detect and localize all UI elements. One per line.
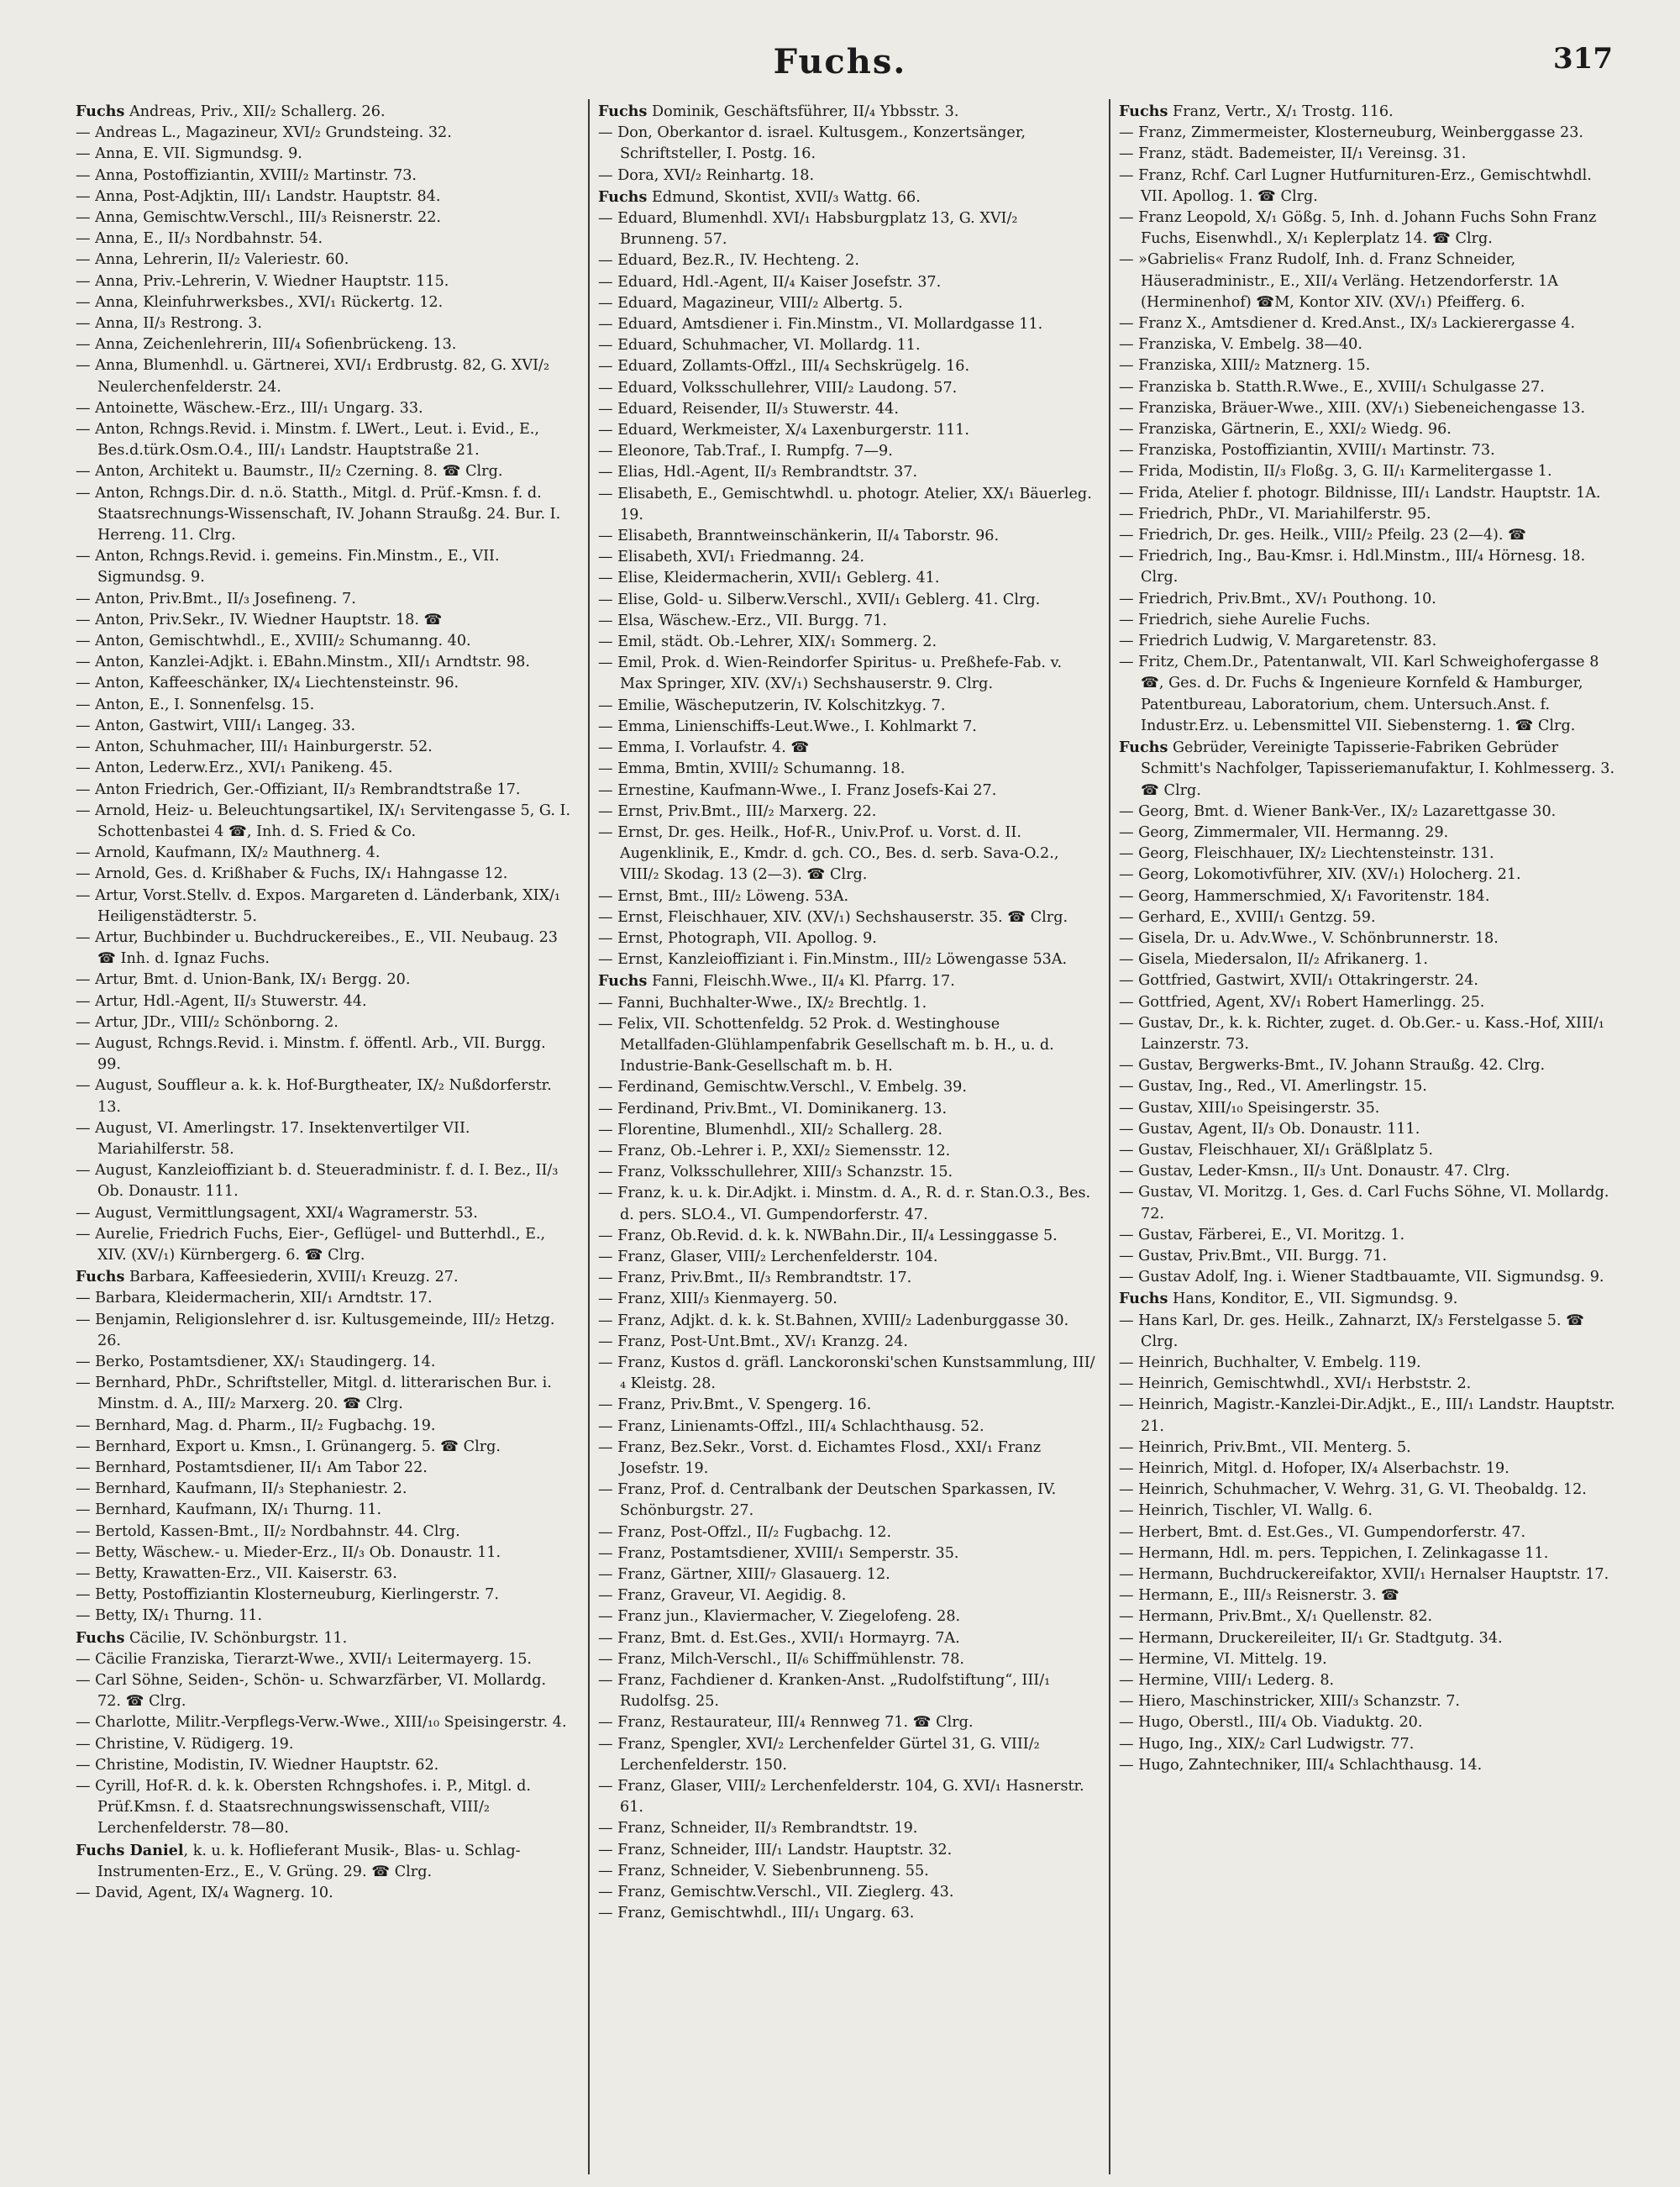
directory-entry: — Hermann, Buchdruckereifaktor, XVII/₁ Hernalser Hauptstr. 17. xyxy=(1119,1566,1609,1584)
directory-entry: — Franz, Spengler, XVI/₂ Lerchenfelder Gürtel 31, G. VIII/₂ Lerchenfelderstr. 150. xyxy=(598,1735,1040,1774)
directory-entry: — Gisela, Dr. u. Adv.Wwe., V. Schönbrunnerstr. 18. xyxy=(1119,929,1499,947)
directory-entry: — Gustav, Dr., k. k. Richter, zuget. d. Ob.Ger.- u. Kass.-Hof, XIII/₁ Lainzerstr. 73. xyxy=(1119,1014,1604,1053)
directory-entry: — August, Souffleur a. k. k. Hof-Burgtheater, IX/₂ Nußdorferstr. 13. xyxy=(76,1077,552,1116)
directory-entry: — Anton, Architekt u. Baumstr., II/₂ Czerning. 8. ☎ Clrg. xyxy=(76,463,503,481)
directory-entry: — Franziska, Postoffiziantin, XVIII/₁ Martinstr. 73. xyxy=(1119,442,1495,460)
directory-entry: — Anna, Gemischtw.Verschl., III/₃ Reisnerstr. 22. xyxy=(76,209,442,227)
directory-entry: — Don, Oberkantor d. israel. Kultusgem., Konzertsänger, Schriftsteller, I. Postg. 16. xyxy=(598,124,1026,163)
directory-entry: — Friedrich, Priv.Bmt., XV/₁ Pouthong. 10. xyxy=(1119,590,1436,607)
directory-entry: — Christine, Modistin, IV. Wiedner Hauptstr. 62. xyxy=(76,1756,439,1774)
directory-entry: — Bertold, Kassen-Bmt., II/₂ Nordbahnstr. 44. Clrg. xyxy=(76,1522,460,1540)
directory-entry: — Gottfried, Agent, XV/₁ Robert Hamerlingg. 25. xyxy=(1119,993,1485,1011)
directory-entry: — August, VI. Amerlingstr. 17. Insektenvertilger VII. Mariahilferstr. 58. xyxy=(76,1119,470,1158)
directory-entry: — Eduard, Zollamts-Offzl., III/₄ Sechskrügelg. 16. xyxy=(598,358,970,376)
directory-entry: — August, Kanzleioffiziant b. d. Steueradministr. f. d. I. Bez., II/₃ Ob. Donaustr. 111. xyxy=(76,1162,559,1201)
directory-entry: — Heinrich, Tischler, VI. Wallg. 6. xyxy=(1119,1502,1373,1520)
directory-entry: — Georg, Lokomotivführer, XIV. (XV/₁) Holocherg. 21. xyxy=(1119,866,1521,884)
directory-entry: — Anton, Rchngs.Dir. d. n.ö. Statth., Mitgl. d. Prüf.-Kmsn. f. d. Staatsrechnungs-Wissenschaft, IV. Johann Straußg. 24. Bur. I. Herreng. 11. Clrg. xyxy=(76,484,561,544)
directory-entry: — Franz, Milch-Verschl., II/₆ Schiffmühlenstr. 78. xyxy=(598,1650,965,1668)
directory-entry: — Franziska, Bräuer-Wwe., XIII. (XV/₁) Siebeneichengasse 13. xyxy=(1119,399,1586,417)
directory-entry: Fuchs Andreas, Priv., XII/₂ Schallerg. 26. xyxy=(76,103,386,120)
directory-entry: — Georg, Bmt. d. Wiener Bank-Ver., IX/₂ Lazarettgasse 30. xyxy=(1119,802,1557,820)
directory-entry: — Bernhard, Postamtsdiener, II/₁ Am Tabor 22. xyxy=(76,1459,428,1476)
directory-entry: — Gerhard, E., XVIII/₁ Gentzg. 59. xyxy=(1119,908,1376,926)
directory-entry: — Georg, Fleischhauer, IX/₂ Liechtensteinstr. 131. xyxy=(1119,845,1494,863)
directory-entry: — Frida, Atelier f. photogr. Bildnisse, III/₁ Landstr. Hauptstr. 1A. xyxy=(1119,484,1601,502)
directory-entry: — Eduard, Amtsdiener i. Fin.Minstm., VI. Mollardgasse 11. xyxy=(598,316,1043,334)
directory-entry: — Franz, Prof. d. Centralbank der Deutschen Sparkassen, IV. Schönburgstr. 27. xyxy=(598,1481,1057,1520)
directory-entry: — Eduard, Bez.R., IV. Hechteng. 2. xyxy=(598,252,859,270)
directory-entry: — Friedrich, Ing., Bau-Kmsr. i. Hdl.Minstm., III/₄ Hörnesg. 18. Clrg. xyxy=(1119,548,1586,586)
directory-entry: — Heinrich, Buchhalter, V. Embelg. 119. xyxy=(1119,1354,1421,1371)
directory-entry: — Anna, Zeichenlehrerin, III/₄ Sofienbrückeng. 13. xyxy=(76,336,457,354)
directory-entry: — Herbert, Bmt. d. Est.Ges., VI. Gumpendorferstr. 47. xyxy=(1119,1523,1526,1541)
directory-entry: — Franz, Schneider, III/₁ Landstr. Hauptstr. 32. xyxy=(598,1841,953,1858)
directory-entry: — Anna, E. VII. Sigmundsg. 9. xyxy=(76,145,302,163)
directory-entry: — Frida, Modistin, II/₃ Floßg. 3, G. II/₁ Karmelitergasse 1. xyxy=(1119,463,1552,481)
directory-entry: — Franz, k. u. k. Dir.Adjkt. i. Minstm. d. A., R. d. r. Stan.O.3., Bes. d. pers. SLO.4., VI. Gumpendorferstr. 47. xyxy=(598,1185,1091,1223)
directory-entry: — August, Vermittlungsagent, XXI/₄ Wagramerstr. 53. xyxy=(76,1204,478,1222)
directory-entry: — Anna, Blumenhdl. u. Gärtnerei, XVI/₁ Erdbrustg. 82, G. XVI/₂ Neulerchenfelderstr. 24. xyxy=(76,357,550,396)
directory-entry: — Dora, XVI/₂ Reinhartg. 18. xyxy=(598,166,815,184)
directory-entry: — Antoinette, Wäschew.-Erz., III/₁ Ungarg. 33. xyxy=(76,399,423,417)
directory-entry: — Anna, E., II/₃ Nordbahnstr. 54. xyxy=(76,230,323,248)
directory-entry: — Bernhard, Kaufmann, IX/₁ Thurng. 11. xyxy=(76,1501,382,1519)
directory-entry: — Anna, Post-Adjktin, III/₁ Landstr. Hauptstr. 84. xyxy=(76,187,441,205)
directory-entry: — Franz, Bmt. d. Est.Ges., XVII/₁ Hormayrg. 7A. xyxy=(598,1629,960,1647)
directory-column-1 xyxy=(76,101,573,2168)
directory-entry: — Anna, Priv.-Lehrerin, V. Wiedner Hauptstr. 115. xyxy=(76,272,449,290)
directory-entry: — Ernst, Fleischhauer, XIV. (XV/₁) Sechshauserstr. 35. ☎ Clrg. xyxy=(598,908,1068,926)
directory-entry: — Franz, Glaser, VIII/₂ Lerchenfelderstr. 104. xyxy=(598,1248,938,1265)
directory-entry: — Bernhard, PhDr., Schriftsteller, Mitgl. d. litterarischen Bur. i. Minstm. d. A., III/₂ Marxerg. 20. ☎ Clrg. xyxy=(76,1375,552,1413)
directory-entry: — Elias, Hdl.-Agent, II/₃ Rembrandtstr. 37. xyxy=(598,464,918,481)
directory-entry: — Bernhard, Export u. Kmsn., I. Grünangerg. 5. ☎ Clrg. xyxy=(76,1438,501,1455)
directory-entry: — Hiero, Maschinstricker, XIII/₃ Schanzstr. 7. xyxy=(1119,1693,1460,1711)
directory-entry: — Friedrich, PhDr., VI. Mariahilferstr. 95. xyxy=(1119,505,1431,523)
directory-entry: — Anton, E., I. Sonnenfelsg. 15. xyxy=(76,696,315,713)
directory-entry: — Florentine, Blumenhdl., XII/₂ Schallerg. 28. xyxy=(598,1121,942,1138)
directory-entry: — Elisabeth, Branntweinschänkerin, II/₄ Taborstr. 96. xyxy=(598,528,1000,545)
directory-entry: — Barbara, Kleidermacherin, XII/₁ Arndtstr. 17. xyxy=(76,1290,433,1307)
directory-entry: — Ernst, Kanzleioffiziant i. Fin.Minstm., III/₂ Löwengasse 53A. xyxy=(598,951,1068,969)
directory-entry: — Franz, Schneider, II/₃ Rembrandtstr. 19. xyxy=(598,1820,918,1837)
directory-entry: Fuchs Edmund, Skontist, XVII/₃ Wattg. 66. xyxy=(598,187,921,206)
directory-entry: — Heinrich, Schuhmacher, V. Wehrg. 31, G. VI. Theobaldg. 12. xyxy=(1119,1481,1587,1499)
directory-entry: — Gustav, Bergwerks-Bmt., IV. Johann Straußg. 42. Clrg. xyxy=(1119,1057,1546,1075)
directory-entry: — Hugo, Ing., XIX/₂ Carl Ludwigstr. 77. xyxy=(1119,1735,1415,1753)
directory-entry: — Franz, Adjkt. d. k. k. St.Bahnen, XVIII/₂ Ladenburggasse 30. xyxy=(598,1312,1069,1329)
directory-entry: — David, Agent, IX/₄ Wagnerg. 10. xyxy=(76,1885,333,1902)
directory-entry: — Betty, IX/₁ Thurng. 11. xyxy=(76,1607,263,1625)
directory-entry: — Gustav, Ing., Red., VI. Amerlingstr. 15. xyxy=(1119,1078,1427,1096)
directory-entry: — Gustav, Priv.Bmt., VII. Burgg. 71. xyxy=(1119,1247,1388,1264)
directory-entry: — Heinrich, Gemischtwhdl., XVI/₁ Herbststr. 2. xyxy=(1119,1375,1472,1393)
directory-entry: — Franz, Post-Unt.Bmt., XV/₁ Kranzg. 24. xyxy=(598,1333,908,1350)
directory-entry: — Anton, Gastwirt, VIII/₁ Langeg. 33. xyxy=(76,717,356,734)
directory-entry: Fuchs Barbara, Kaffeesiederin, XVIII/₁ Kreuzg. 27. xyxy=(76,1268,459,1286)
directory-entry: — Franz, Post-Offzl., II/₂ Fugbachg. 12. xyxy=(598,1523,892,1541)
directory-entry: — Emil, städt. Ob.-Lehrer, XIX/₁ Sommerg. 2. xyxy=(598,633,937,651)
directory-entry: — Gustav, VI. Moritzg. 1, Ges. d. Carl Fuchs Söhne, VI. Mollardg. 72. xyxy=(1119,1184,1609,1222)
directory-entry: — Franz, Glaser, VIII/₂ Lerchenfelderstr. 104, G. XVI/₁ Hasnerstr. 61. xyxy=(598,1778,1084,1816)
directory-entry: — Anton, Priv.Bmt., II/₃ Josefineng. 7. xyxy=(76,590,356,607)
directory-entry: — August, Rchngs.Revid. i. Minstm. f. öffentl. Arb., VII. Burgg. 99. xyxy=(76,1034,546,1074)
directory-entry: — Hans Karl, Dr. ges. Heilk., Zahnarzt, IX/₃ Ferstelgasse 5. ☎ Clrg. xyxy=(1119,1312,1585,1350)
directory-entry: Fuchs Dominik, Geschäftsführer, II/₄ Ybbsstr. 3. xyxy=(598,103,959,120)
directory-entry: — Ernst, Priv.Bmt., III/₂ Marxerg. 22. xyxy=(598,802,877,820)
directory-entry: — Georg, Zimmermaler, VII. Hermanng. 29. xyxy=(1119,823,1449,841)
directory-entry: — Eduard, Magazineur, VIII/₂ Albertg. 5. xyxy=(598,294,903,312)
directory-entry: — Franziska, XIII/₂ Matznerg. 15. xyxy=(1119,357,1371,375)
directory-entry: — Franz, Ob.Revid. d. k. k. NWBahn.Dir., II/₄ Lessinggasse 5. xyxy=(598,1227,1058,1244)
directory-entry: — Anton, Priv.Sekr., IV. Wiedner Hauptstr. 18. ☎ xyxy=(76,611,443,628)
directory-entry: — Emil, Prok. d. Wien-Reindorfer Spiritus- u. Preßhefe-Fab. v. Max Springer, XIV. (XV/₁) Sechshauserstr. 9. Clrg. xyxy=(598,655,1063,693)
directory-entry: — Franz, Volksschullehrer, XIII/₃ Schanzstr. 15. xyxy=(598,1164,953,1181)
directory-entry: — Franz, Fachdiener d. Kranken-Anst. „Rudolfstiftung“, III/₁ Rudolfsg. 25. xyxy=(598,1672,1051,1711)
directory-entry: — Anton, Schuhmacher, III/₁ Hainburgerstr. 52. xyxy=(76,739,433,756)
directory-entry: — Eduard, Volksschullehrer, VIII/₂ Laudong. 57. xyxy=(598,379,958,397)
directory-entry: — Heinrich, Mitgl. d. Hofoper, IX/₄ Alserbachstr. 19. xyxy=(1119,1460,1509,1477)
directory-entry: — Felix, VII. Schottenfeldg. 52 Prok. d. Westinghouse Metallfaden-Glühlampenfabrik Gesellschaft m. b. H., u. d. Industrie-Bank-Gesellschaft m. b. H. xyxy=(598,1015,1054,1075)
column-divider xyxy=(588,99,590,2174)
directory-entry: — Hugo, Oberstl., III/₄ Ob. Viaduktg. 20. xyxy=(1119,1714,1423,1732)
directory-entry: — Franz, Gemischtwhdl., III/₁ Ungarg. 63. xyxy=(598,1905,915,1922)
directory-entry: — Andreas L., Magazineur, XVI/₂ Grundsteing. 32. xyxy=(76,124,452,142)
directory-entry: — Hermine, VIII/₁ Lederg. 8. xyxy=(1119,1672,1335,1690)
directory-entry: — Franz, Ob.-Lehrer i. P., XXI/₂ Siemensstr. 12. xyxy=(598,1142,951,1159)
directory-entry: — »Gabrielis« Franz Rudolf, Inh. d. Franz Schneider, Häuseradministr., E., XII/₄ Verläng. Hetzendorferstr. 1A (Herminenhof) ☎M, Kontor XIV. (XV/₁) Pfeifferg. 6. xyxy=(1119,251,1558,311)
directory-entry: — Eduard, Werkmeister, X/₄ Laxenburgerstr. 111. xyxy=(598,422,969,439)
directory-entry: — Franziska, V. Embelg. 38—40. xyxy=(1119,336,1362,354)
directory-entry: — Eduard, Reisender, II/₃ Stuwerstr. 44. xyxy=(598,400,899,418)
directory-entry: — Anna, Lehrerin, II/₂ Valeriestr. 60. xyxy=(76,251,349,269)
directory-entry: — Heinrich, Magistr.-Kanzlei-Dir.Adjkt., E., III/₁ Landstr. Hauptstr. 21. xyxy=(1119,1396,1615,1435)
directory-entry: — Friedrich, siehe Aurelie Fuchs. xyxy=(1119,611,1371,628)
directory-entry: Fuchs Franz, Vertr., X/₁ Trostg. 116. xyxy=(1119,103,1394,120)
directory-column-3 xyxy=(1119,101,1616,2168)
directory-entry: — Gustav, XIII/₁₀ Speisingerstr. 35. xyxy=(1119,1099,1380,1117)
directory-entry: — Fritz, Chem.Dr., Patentanwalt, VII. Karl Schweighofergasse 8 ☎, Ges. d. Dr. Fuchs & Ingenieure Kornfeld & Hamburger, Patentbureau, Laboratorium, chem. Untersuch.Anst. f. Industr.Erz. u. Lebensmittel VII. Siebensterng. 1. ☎ Clrg. xyxy=(1119,654,1599,734)
directory-entry: — Friedrich Ludwig, V. Margaretenstr. 83. xyxy=(1119,633,1437,650)
directory-entry: — Eduard, Hdl.-Agent, II/₄ Kaiser Josefstr. 37. xyxy=(598,273,942,291)
directory-entry: — Artur, Buchbinder u. Buchdruckereibes., E., VII. Neubaug. 23 ☎ Inh. d. Ignaz Fuchs. xyxy=(76,928,558,968)
directory-entry: — Franziska, Gärtnerin, E., XXI/₂ Wiedg. 96. xyxy=(1119,421,1452,439)
directory-entry: — Franz, Linienamts-Offzl., III/₄ Schlachthausg. 52. xyxy=(598,1417,984,1435)
directory-entry: — Fanni, Buchhalter-Wwe., IX/₂ Brechtlg. 1. xyxy=(598,994,927,1012)
directory-column-2 xyxy=(598,101,1095,2168)
directory-entry: — Gustav, Agent, II/₃ Ob. Donaustr. 111. xyxy=(1119,1120,1420,1138)
directory-entry: — Ferdinand, Priv.Bmt., VI. Dominikanerg. 13. xyxy=(598,1100,948,1117)
directory-entry: — Artur, JDr., VIII/₂ Schönborng. 2. xyxy=(76,1013,339,1031)
directory-entry: — Hermann, Hdl. m. pers. Teppichen, I. Zelinkagasse 11. xyxy=(1119,1544,1549,1562)
directory-entry: — Bernhard, Kaufmann, II/₃ Stephaniestr. 2. xyxy=(76,1480,407,1498)
directory-entry: — Cyrill, Hof-R. d. k. k. Obersten Rchngshofes. i. P., Mitgl. d. Prüf.Kmsn. f. d. Staatsrechnungswissenschaft, VIII/₂ Lerchenfelderstr. 78—80. xyxy=(76,1778,531,1837)
directory-entry: — Anton Friedrich, Ger.-Offiziant, II/₃ Rembrandtstraße 17. xyxy=(76,781,521,798)
directory-entry: — Anton, Kanzlei-Adjkt. i. EBahn.Minstm., XII/₁ Arndtstr. 98. xyxy=(76,654,530,671)
directory-entry: — Anton, Gemischtwhdl., E., XVIII/₂ Schumanng. 40. xyxy=(76,633,471,650)
directory-entry: — Eleonore, Tab.Traf., I. Rumpfg. 7—9. xyxy=(598,443,893,460)
directory-entry: — Franz Leopold, X/₁ Gößg. 5, Inh. d. Johann Fuchs Sohn Franz Fuchs, Eisenwhdl., X/₁ Keplerplatz 14. ☎ Clrg. xyxy=(1119,209,1597,248)
directory-entry: — Bernhard, Mag. d. Pharm., II/₂ Fugbachg. 19. xyxy=(76,1417,436,1434)
directory-entry: — Charlotte, Militr.-Verpflegs-Verw.-Wwe., XIII/₁₀ Speisingerstr. 4. xyxy=(76,1714,567,1732)
directory-entry: — Eduard, Schuhmacher, VI. Mollardg. 11. xyxy=(598,337,921,355)
directory-entry: — Elsa, Wäschew.-Erz., VII. Burgg. 71. xyxy=(598,612,887,629)
directory-entry: — Hermann, Priv.Bmt., X/₁ Quellenstr. 82. xyxy=(1119,1608,1433,1626)
directory-entry: — Franz, Schneider, V. Siebenbrunneng. 55. xyxy=(598,1862,929,1879)
directory-entry: — Franz, Zimmermeister, Klosterneuburg, Weinberggasse 23. xyxy=(1119,124,1583,142)
directory-entry: — Elisabeth, XVI/₁ Friedmanng. 24. xyxy=(598,549,864,566)
directory-entry: — Artur, Bmt. d. Union-Bank, IX/₁ Bergg. 20. xyxy=(76,971,411,989)
directory-entry: — Gisela, Miedersalon, II/₂ Afrikanerg. 1. xyxy=(1119,951,1428,969)
directory-entry: — Franziska b. Statth.R.Wwe., E., XVIII/₁ Schulgasse 27. xyxy=(1119,378,1545,396)
directory-entry: — Anna, II/₃ Restrong. 3. xyxy=(76,315,263,333)
directory-entry: — Hugo, Zahntechniker, III/₄ Schlachthausg. 14. xyxy=(1119,1756,1483,1774)
directory-entry: — Franz, Gemischtw.Verschl., VII. Zieglerg. 43. xyxy=(598,1884,954,1901)
directory-entry: — Anna, Kleinfuhrwerksbes., XVI/₁ Rückertg. 12. xyxy=(76,293,444,311)
directory-entry: — Christine, V. Rüdigerg. 19. xyxy=(76,1735,294,1753)
directory-entry: — Gustav, Leder-Kmsn., II/₃ Unt. Donaustr. 47. Clrg. xyxy=(1119,1163,1510,1180)
directory-entry: — Ernst, Bmt., III/₂ Löweng. 53A. xyxy=(598,887,849,905)
directory-entry: — Gustav, Fleischhauer, XI/₁ Gräßlplatz 5. xyxy=(1119,1141,1433,1159)
directory-entry: — Friedrich, Dr. ges. Heilk., VIII/₂ Pfeilg. 23 (2—4). ☎ xyxy=(1119,527,1526,544)
directory-entry: — Franz, Priv.Bmt., V. Spengerg. 16. xyxy=(598,1396,872,1414)
directory-entry: — Eduard, Blumenhdl. XVI/₁ Habsburgplatz 13, G. XVI/₂ Brunneng. 57. xyxy=(598,210,1018,249)
directory-entry: — Franz jun., Klaviermacher, V. Ziegelofeng. 28. xyxy=(598,1608,961,1626)
directory-entry: — Franz, Priv.Bmt., II/₃ Rembrandtstr. 17. xyxy=(598,1270,912,1287)
directory-entry: — Anna, Postoffiziantin, XVIII/₂ Martinstr. 73. xyxy=(76,166,417,184)
directory-entry: Fuchs Fanni, Fleischh.Wwe., II/₄ Kl. Pfarrg. 17. xyxy=(598,972,955,991)
directory-entry: — Franz, Gärtner, XIII/₇ Glasauerg. 12. xyxy=(598,1566,890,1584)
directory-entry: — Carl Söhne, Seiden-, Schön- u. Schwarzfärber, VI. Mollardg. 72. ☎ Clrg. xyxy=(76,1672,547,1711)
directory-entry: — Hermine, VI. Mittelg. 19. xyxy=(1119,1650,1327,1668)
directory-entry: — Franz, XIII/₃ Kienmayerg. 50. xyxy=(598,1291,837,1308)
directory-entry: — Arnold, Ges. d. Krißhaber & Fuchs, IX/₁ Hahngasse 12. xyxy=(76,865,508,883)
directory-entry: — Ernst, Photograph, VII. Apollog. 9. xyxy=(598,929,877,947)
page-number: 317 xyxy=(1553,42,1613,76)
directory-entry: — Franz, Postamtsdiener, XVIII/₁ Semperstr. 35. xyxy=(598,1544,959,1562)
directory-entry: — Anton, Rchngs.Revid. i. gemeins. Fin.Minstm., E., VII. Sigmundsg. 9. xyxy=(76,548,500,586)
directory-entry: — Gustav Adolf, Ing. i. Wiener Stadtbauamte, VII. Sigmundsg. 9. xyxy=(1119,1269,1604,1286)
directory-entry: — Franz, Bez.Sekr., Vorst. d. Eichamtes Flosd., XXI/₁ Franz Josefstr. 19. xyxy=(598,1438,1042,1477)
directory-entry: — Emilie, Wäscheputzerin, IV. Kolschitzkyg. 7. xyxy=(598,697,946,714)
directory-entry: — Artur, Hdl.-Agent, II/₃ Stuwerstr. 44. xyxy=(76,992,367,1010)
directory-entry: — Ernestine, Kaufmann-Wwe., I. Franz Josefs-Kai 27. xyxy=(598,781,997,799)
directory-entry: — Anton, Lederw.Erz., XVI/₁ Panikeng. 45. xyxy=(76,760,393,777)
directory-entry: — Anton, Rchngs.Revid. i. Minstm. f. LWert., Leut. i. Evid., E., Bes.d.türk.Osm.O.4., III/₁ Landstr. Hauptstraße 21. xyxy=(76,421,539,460)
directory-entry: — Franz, Rchf. Carl Lugner Hutfurnituren-Erz., Gemischtwhdl. VII. Apollog. 1. ☎ Clrg. xyxy=(1119,166,1592,205)
directory-entry: — Elisabeth, E., Gemischtwhdl. u. photogr. Atelier, XX/₁ Bäuerleg. 19. xyxy=(598,485,1092,523)
directory-entry: — Franz, Restaurateur, III/₄ Rennweg 71. ☎ Clrg. xyxy=(598,1714,974,1732)
directory-entry: — Artur, Vorst.Stellv. d. Expos. Margareten d. Länderbank, XIX/₁ Heiligenstädterstr. 5. xyxy=(76,886,561,925)
page-header-title: Fuchs. xyxy=(773,42,907,81)
directory-entry: — Aurelie, Friedrich Fuchs, Eier-, Geflügel- und Butterhdl., E., XIV. (XV/₁) Kürnbergerg. 6. ☎ Clrg. xyxy=(76,1225,546,1264)
directory-entry: — Arnold, Heiz- u. Beleuchtungsartikel, IX/₁ Servitengasse 5, G. I. Schottenbastei 4 ☎, Inh. d. S. Fried & Co. xyxy=(76,802,571,840)
directory-entry: Fuchs Cäcilie, IV. Schönburgstr. 11. xyxy=(76,1628,348,1647)
directory-entry: — Cäcilie Franziska, Tierarzt-Wwe., XVII/₁ Leitermayerg. 15. xyxy=(76,1650,532,1668)
directory-entry: — Gustav, Färberei, E., VI. Moritzg. 1. xyxy=(1119,1226,1405,1243)
directory-entry: — Franz, städt. Bademeister, II/₁ Vereinsg. 31. xyxy=(1119,145,1467,163)
directory-entry: — Georg, Hammerschmied, X/₁ Favoritenstr. 184. xyxy=(1119,887,1490,905)
directory-entry: — Benjamin, Religionslehrer d. isr. Kultusgemeinde, III/₂ Hetzg. 26. xyxy=(76,1311,555,1349)
directory-entry: — Elise, Kleidermacherin, XVII/₁ Geblerg. 41. xyxy=(598,570,940,587)
directory-entry: — Ferdinand, Gemischtw.Verschl., V. Embelg. 39. xyxy=(598,1079,967,1096)
directory-entry: Fuchs Gebrüder, Vereinigte Tapisserie-Fabriken Gebrüder Schmitt's Nachfolger, Tapisseriemanufaktur, I. Kohlmesserg. 3. ☎ Clrg. xyxy=(1119,739,1615,799)
directory-entry: — Berko, Postamtsdiener, XX/₁ Staudingerg. 14. xyxy=(76,1353,436,1370)
directory-entry: — Betty, Postoffiziantin Klosterneuburg, Kierlingerstr. 7. xyxy=(76,1586,499,1604)
directory-entry: — Hermann, Druckereileiter, II/₁ Gr. Stadtgutg. 34. xyxy=(1119,1629,1503,1647)
directory-entry: — Ernst, Dr. ges. Heilk., Hof-R., Univ.Prof. u. Vorst. d. II. Augenklinik, E., Kmdr. d. gch. CO., Bes. d. serb. Sava-O.2., VIII/₂ Skodag. 13 (2—3). ☎ Clrg. xyxy=(598,823,1059,884)
directory-entry: — Arnold, Kaufmann, IX/₂ Mauthnerg. 4. xyxy=(76,844,381,862)
directory-entry: Fuchs Hans, Konditor, E., VII. Sigmundsg. 9. xyxy=(1119,1290,1458,1308)
column-divider xyxy=(1109,99,1110,2174)
directory-entry: — Betty, Wäschew.- u. Mieder-Erz., II/₃ Ob. Donaustr. 11. xyxy=(76,1543,501,1561)
directory-entry: — Franz, Kustos d. gräfl. Lanckoronski'schen Kunstsammlung, III/₄ Kleistg. 28. xyxy=(598,1354,1095,1393)
directory-entry: — Heinrich, Priv.Bmt., VII. Menterg. 5. xyxy=(1119,1438,1411,1456)
directory-entry: — Franz X., Amtsdiener d. Kred.Anst., IX/₃ Lackierergasse 4. xyxy=(1119,315,1576,333)
directory-entry: — Emma, Bmtin, XVIII/₂ Schumanng. 18. xyxy=(598,760,906,778)
directory-entry: — Elise, Gold- u. Silberw.Verschl., XVII/₁ Geblerg. 41. Clrg. xyxy=(598,591,1041,608)
directory-entry: — Betty, Krawatten-Erz., VII. Kaiserstr. 63. xyxy=(76,1565,397,1583)
directory-entry: — Gottfried, Gastwirt, XVII/₁ Ottakringerstr. 24. xyxy=(1119,972,1478,990)
directory-entry: — Anton, Kaffeeschänker, IX/₄ Liechtensteinstr. 96. xyxy=(76,675,459,692)
directory-entry: Fuchs Daniel, k. u. k. Hoflieferant Musik-, Blas- u. Schlag-Instrumenten-Erz., E., V. Grüng. 29. ☎ Clrg. xyxy=(76,1841,521,1880)
directory-entry: — Franz, Graveur, VI. Aegidig. 8. xyxy=(598,1587,847,1605)
directory-entry: — Hermann, E., III/₃ Reisnerstr. 3. ☎ xyxy=(1119,1587,1399,1605)
directory-entry: — Emma, I. Vorlaufstr. 4. ☎ xyxy=(598,739,810,757)
directory-entry: — Emma, Linienschiffs-Leut.Wwe., I. Kohlmarkt 7. xyxy=(598,718,977,735)
